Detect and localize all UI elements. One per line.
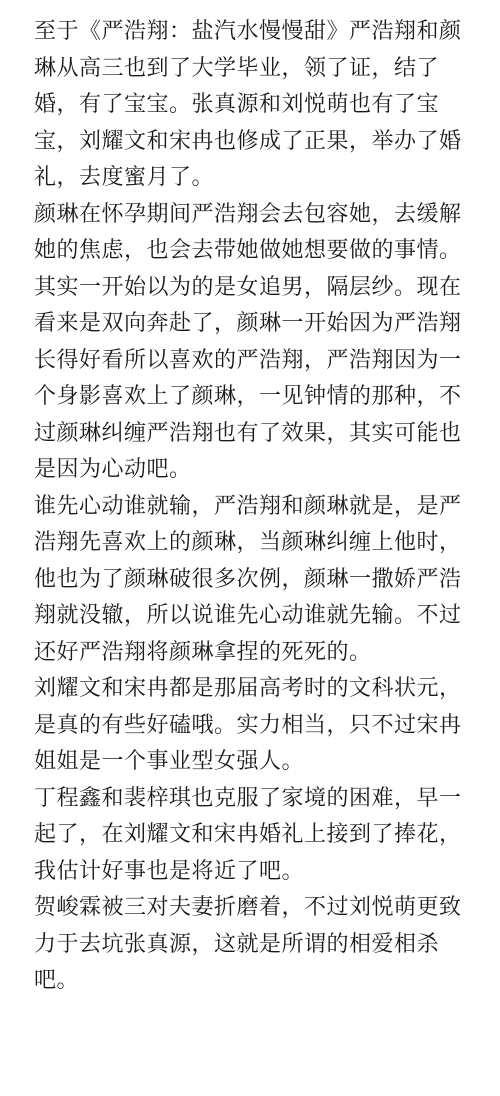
paragraph-7: 贺峻霖被三对夫妻折磨着，不过刘悦萌更致力于去坑张真源，这就是所谓的相爱相杀吧。 (34, 895, 462, 993)
paragraph-1: 至于《严浩翔：盐汽水慢慢甜》严浩翔和颜琳从高三也到了大学毕业，领了证，结了婚，有了宝宝。张真源和刘悦萌也有了宝宝，刘耀文和宋冉也修成了正果，举办了婚礼，去度蜜月了。 (34, 19, 462, 190)
paragraph-6: 丁程鑫和裴梓琪也克服了家境的困难，早一起了，在刘耀文和宋冉婚礼上接到了捧花，我估计好事也是将近了吧。 (34, 785, 462, 884)
paragraph-3: 其实一开始以为的是女追男，隔层纱。现在看来是双向奔赴了，颜琳一开始因为严浩翔长得好看所以喜欢的严浩翔，严浩翔因为一个身影喜欢上了颜琳，一见钟情的那种，不过颜琳纠缠严浩翔也有了效果，其实可能也是因为心动吧。 (34, 274, 462, 482)
paragraph-4: 谁先心动谁就输，严浩翔和颜琳就是，是严浩翔先喜欢上的颜琳，当颜琳纠缠上他时，他也为了颜琳破很多次例，颜琳一撒娇严浩翔就没辙，所以说谁先心动谁就先输。不过还好严浩翔将颜琳拿捏的死死的。 (34, 493, 462, 665)
paragraph-5: 刘耀文和宋冉都是那届高考时的文科状元，是真的有些好磕哦。实力相当，只不过宋冉姐姐是一个事业型女强人。 (34, 676, 462, 774)
paragraph-2: 颜琳在怀孕期间严浩翔会去包容她，去缓解她的焦虑，也会去带她做她想要做的事情。 (34, 201, 462, 263)
